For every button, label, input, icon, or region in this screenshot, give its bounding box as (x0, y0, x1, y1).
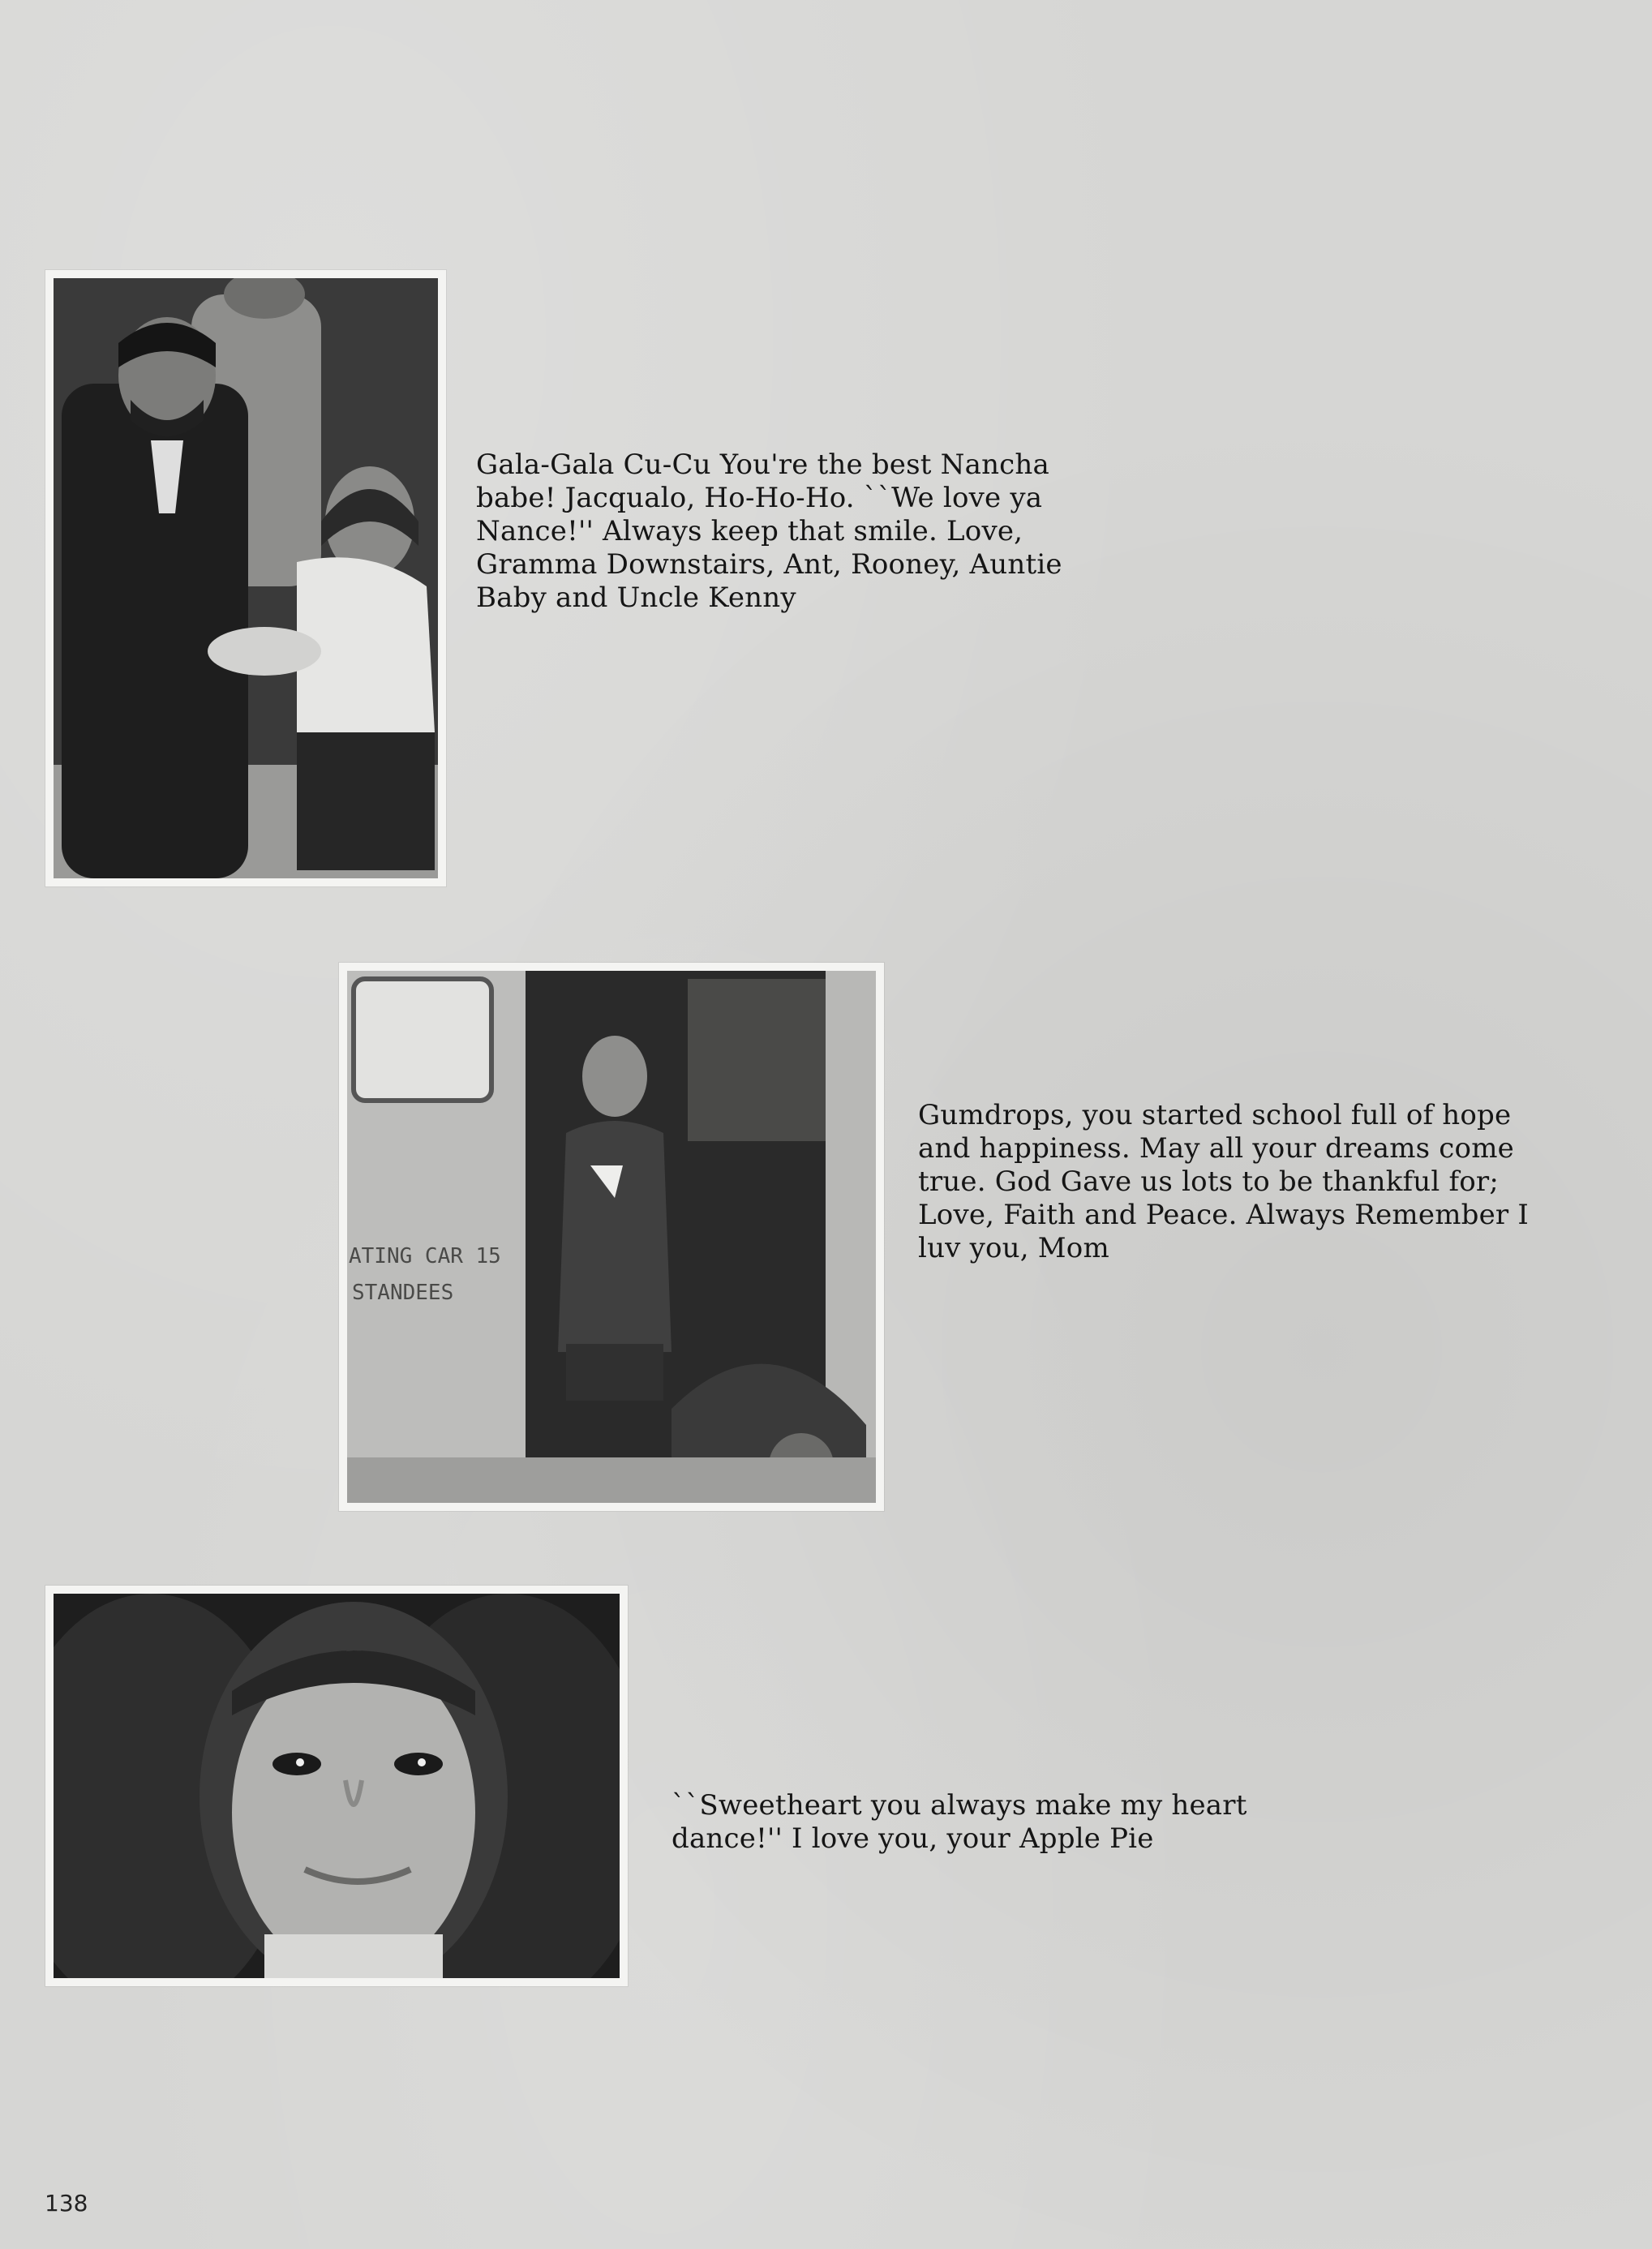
photo-dance (45, 270, 446, 886)
photo-van-image (347, 971, 876, 1503)
caption-1: Gala-Gala Cu-Cu You're the best Nancha babe! Jacqualo, Ho-Ho-Ho. ``We love ya Nance!'' Always keep that smile. Love, Gramma Downstairs, Ant, Rooney, Auntie Baby and Uncle Kenny (476, 449, 1062, 614)
van-text-line1: ATING CAR 15 (349, 1244, 501, 1268)
photo-portrait-image (54, 1594, 620, 1978)
photo-portrait (45, 1586, 628, 1986)
van-text-line2: STANDEES (352, 1281, 454, 1305)
caption-2: Gumdrops, you started school full of hope and happiness. May all your dreams come true. God Gave us lots to be thankful for; Love, Faith and Peace. Always Remember I luv you, Mom (918, 1099, 1530, 1264)
photo-dance-image (54, 278, 438, 878)
photo-van (339, 963, 884, 1511)
caption-3: ``Sweetheart you always make my heart dance!'' I love you, your Apple Pie (672, 1789, 1247, 1855)
page-number: 138 (45, 2190, 88, 2217)
